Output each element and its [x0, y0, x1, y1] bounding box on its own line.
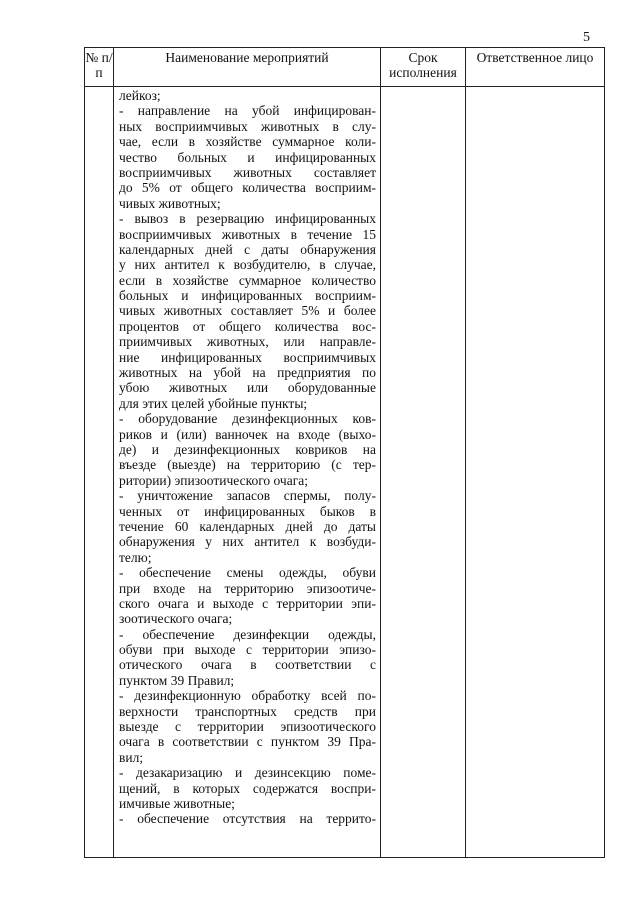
measure-text-line: у них антител к возбудителю, в случае, [119, 257, 376, 273]
table-header-row [85, 48, 605, 87]
measures-text [114, 87, 380, 827]
cell-term [381, 87, 466, 858]
measure-text-line: риков и (или) ванночек на входе (выхо- [119, 426, 376, 442]
measure-text-line: отического очага в соответствии с [119, 657, 376, 673]
measure-text-line: очага в соответствии с пунктом 39 Пра- [119, 734, 376, 750]
measure-text-line: телю; [119, 549, 152, 565]
measure-text-line: - дезакаризацию и дезинсекцию поме- [119, 765, 376, 781]
measure-text-line: для этих целей убойные пункты; [119, 395, 308, 411]
measure-text-line: ченных от инфицированных быков в [119, 503, 376, 519]
measure-text-line: ние инфицированных восприимчивых [119, 349, 376, 365]
table-row [85, 87, 605, 858]
measure-text-line: вил; [119, 749, 144, 765]
cell-responsible [466, 87, 605, 858]
page-number: 5 [583, 30, 590, 45]
measure-text-line: ритории) эпизоотического очага; [119, 472, 308, 488]
measure-text-line: если в хозяйстве суммарное количество [119, 272, 376, 288]
measure-text-line: де) и дезинфекционных ковриков на [119, 441, 376, 457]
measure-text-line: щений, в которых содержатся воспри- [119, 780, 376, 796]
measure-text-line: - вывоз в резервацию инфицированных [119, 211, 376, 227]
measure-text-line: выезде с территории эпизоотического [119, 719, 376, 735]
header-term: Срок исполнения [381, 48, 466, 87]
measure-text-line: обуви при выходе с территории эпизо- [119, 642, 376, 658]
measure-text-line: пунктом 39 Правил; [119, 672, 235, 688]
measure-text-line: чивых животных; [119, 195, 221, 211]
measure-text-line: до 5% от общего количества восприим- [119, 180, 376, 196]
measure-text-line: зоотического очага; [119, 611, 233, 627]
cell-num [85, 87, 114, 858]
measure-text-line: - уничтожение запасов спермы, полу- [119, 488, 376, 504]
measure-text-line: верхности транспортных средств при [119, 703, 376, 719]
measure-text-line: убою животных или оборудованные [119, 380, 376, 396]
measure-text-line: приимчивых животных, или направле- [119, 334, 376, 350]
measure-text-line: восприимчивых животных в течение 15 [119, 226, 376, 242]
measures-table [84, 47, 605, 858]
measure-text-line: процентов от общего количества вос- [119, 318, 376, 334]
measure-text-line: - оборудование дезинфекционных ков- [119, 411, 376, 427]
measure-text-line: - обеспечение отсутствия на террито- [119, 811, 376, 827]
measure-text-line: - обеспечение дезинфекции одежды, [119, 626, 376, 642]
measure-text-line: - направление на убой инфицирован- [119, 103, 376, 119]
measure-text-line: восприимчивых животных составляет [119, 164, 376, 180]
measure-text-line: при входе на территорию эпизоотиче- [119, 580, 376, 596]
measure-text-line: ского очага и выходе с территории эпи- [119, 595, 376, 611]
measure-text-line: лейкоз; [119, 88, 161, 103]
measure-text-line: животных на убой на предприятия по [119, 365, 376, 381]
measure-text-line: - дезинфекционную обработку всей по- [119, 688, 376, 704]
measure-text-line: чае, если в хозяйстве суммарное коли- [119, 134, 376, 150]
measure-text-line: обнаружения у них антител к возбуди- [119, 534, 376, 550]
measure-text-line: имчивые животные; [119, 795, 235, 811]
measure-text-line: чивых животных составляет 5% и более [119, 303, 376, 319]
measure-text-line: календарных дней с даты обнаружения [119, 241, 376, 257]
measure-text-line: чество больных и инфицированных [119, 149, 376, 165]
measure-text-line: - обеспечение смены одежды, обуви [119, 565, 376, 581]
cell-measures [114, 87, 381, 858]
measure-text-line: ных восприимчивых животных в слу- [119, 118, 376, 134]
header-responsible: Ответственное лицо [466, 48, 605, 87]
header-num: № п/п [85, 48, 114, 87]
measure-text-line: течение 60 календарных дней до даты [119, 518, 376, 534]
header-name: Наименование мероприятий [114, 48, 381, 87]
measure-text-line: больных и инфицированных восприим- [119, 288, 376, 304]
measure-text-line: въезде (выезде) на территорию (с тер- [119, 457, 376, 473]
